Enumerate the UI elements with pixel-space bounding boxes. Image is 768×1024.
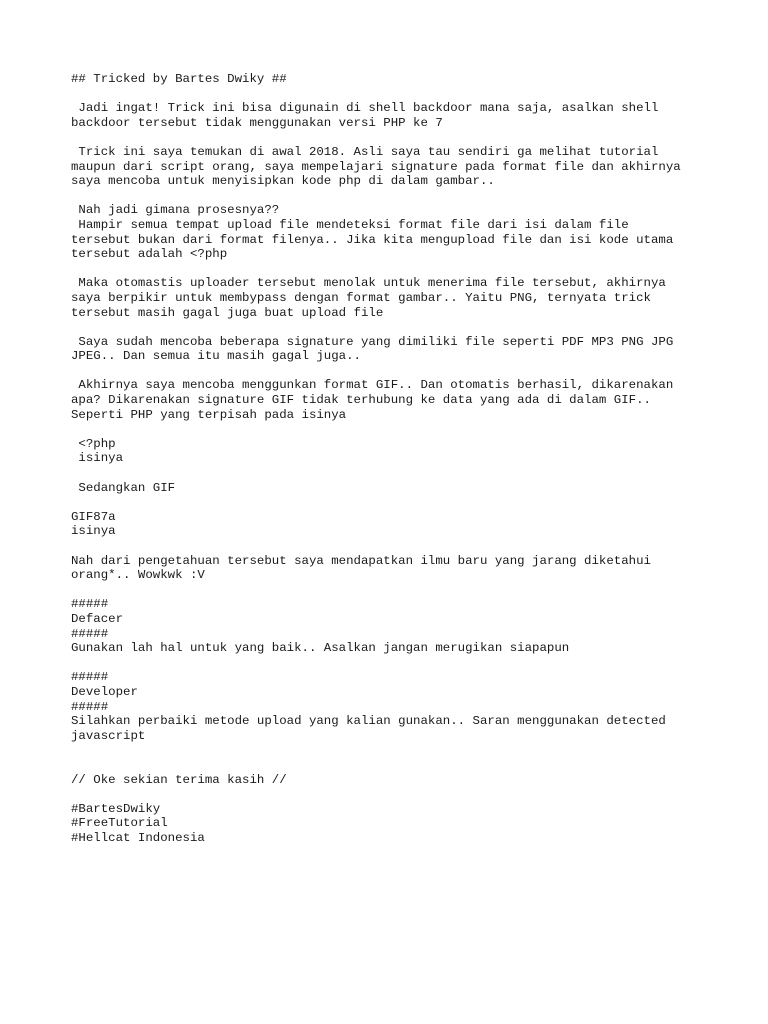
text-line: tersebut bukan dari format filenya.. Jika kita mengupload file dan isi kode utama	[71, 232, 674, 247]
text-line: tersebut adalah <?php	[71, 247, 228, 262]
text-line: #####	[71, 626, 109, 641]
text-line: Defacer	[71, 611, 124, 626]
text-line: Hampir semua tempat upload file mendeteksi format file dari isi dalam file	[71, 217, 629, 232]
text-line: Jadi ingat! Trick ini bisa digunain di shell backdoor mana saja, asalkan shell	[71, 101, 659, 116]
text-line: #####	[71, 699, 109, 714]
text-line: Sedangkan GIF	[71, 480, 176, 495]
text-line: #####	[71, 597, 109, 612]
text-line: #FreeTutorial	[71, 816, 168, 831]
text-line: backdoor tersebut tidak menggunakan versi PHP ke 7	[71, 115, 443, 130]
document-text	[71, 72, 731, 845]
text-line: maupun dari script orang, saya mempelajari signature pada format file dan akhirnya	[71, 159, 681, 174]
text-line: Gunakan lah hal untuk yang baik.. Asalkan jangan merugikan siapapun	[71, 641, 570, 656]
text-line: // Oke sekian terima kasih //	[71, 772, 287, 787]
text-line: Seperti PHP yang terpisah pada isinya	[71, 407, 347, 422]
text-line: isinya	[71, 524, 116, 539]
text-line: <?php	[71, 436, 116, 451]
text-line: javascript	[71, 728, 146, 743]
text-line: tersebut masih gagal juga buat upload file	[71, 305, 384, 320]
text-line: JPEG.. Dan semua itu masih gagal juga..	[71, 349, 361, 364]
text-line: isinya	[71, 451, 124, 466]
text-line: Maka otomastis uploader tersebut menolak untuk menerima file tersebut, akhirnya	[71, 276, 666, 291]
text-line: Trick ini saya temukan di awal 2018. Asli saya tau sendiri ga melihat tutorial	[71, 144, 659, 159]
text-line: Nah dari pengetahuan tersebut saya mendapatkan ilmu baru yang jarang diketahui	[71, 553, 651, 568]
text-line: saya berpikir untuk membypass dengan format gambar.. Yaitu PNG, ternyata trick	[71, 290, 651, 305]
text-line: #Hellcat Indonesia	[71, 830, 205, 845]
text-line: #####	[71, 670, 109, 685]
text-line: Saya sudah mencoba beberapa signature yang dimiliki file seperti PDF MP3 PNG JPG	[71, 334, 674, 349]
text-line: saya mencoba untuk menyisipkan kode php di dalam gambar..	[71, 174, 495, 189]
text-line: Nah jadi gimana prosesnya??	[71, 203, 280, 218]
text-line: Akhirnya saya mencoba menggunkan format GIF.. Dan otomatis berhasil, dikarenakan	[71, 378, 674, 393]
text-line: Silahkan perbaiki metode upload yang kalian gunakan.. Saran menggunakan detected	[71, 714, 666, 729]
text-line: #BartesDwiky	[71, 801, 161, 816]
text-line: ## Tricked by Bartes Dwiky ##	[71, 72, 287, 86]
text-line: GIF87a	[71, 509, 116, 524]
text-line: apa? Dikarenakan signature GIF tidak terhubung ke data yang ada di dalam GIF..	[71, 393, 651, 408]
text-line: Developer	[71, 684, 138, 699]
text-line: orang*.. Wowkwk :V	[71, 568, 205, 583]
